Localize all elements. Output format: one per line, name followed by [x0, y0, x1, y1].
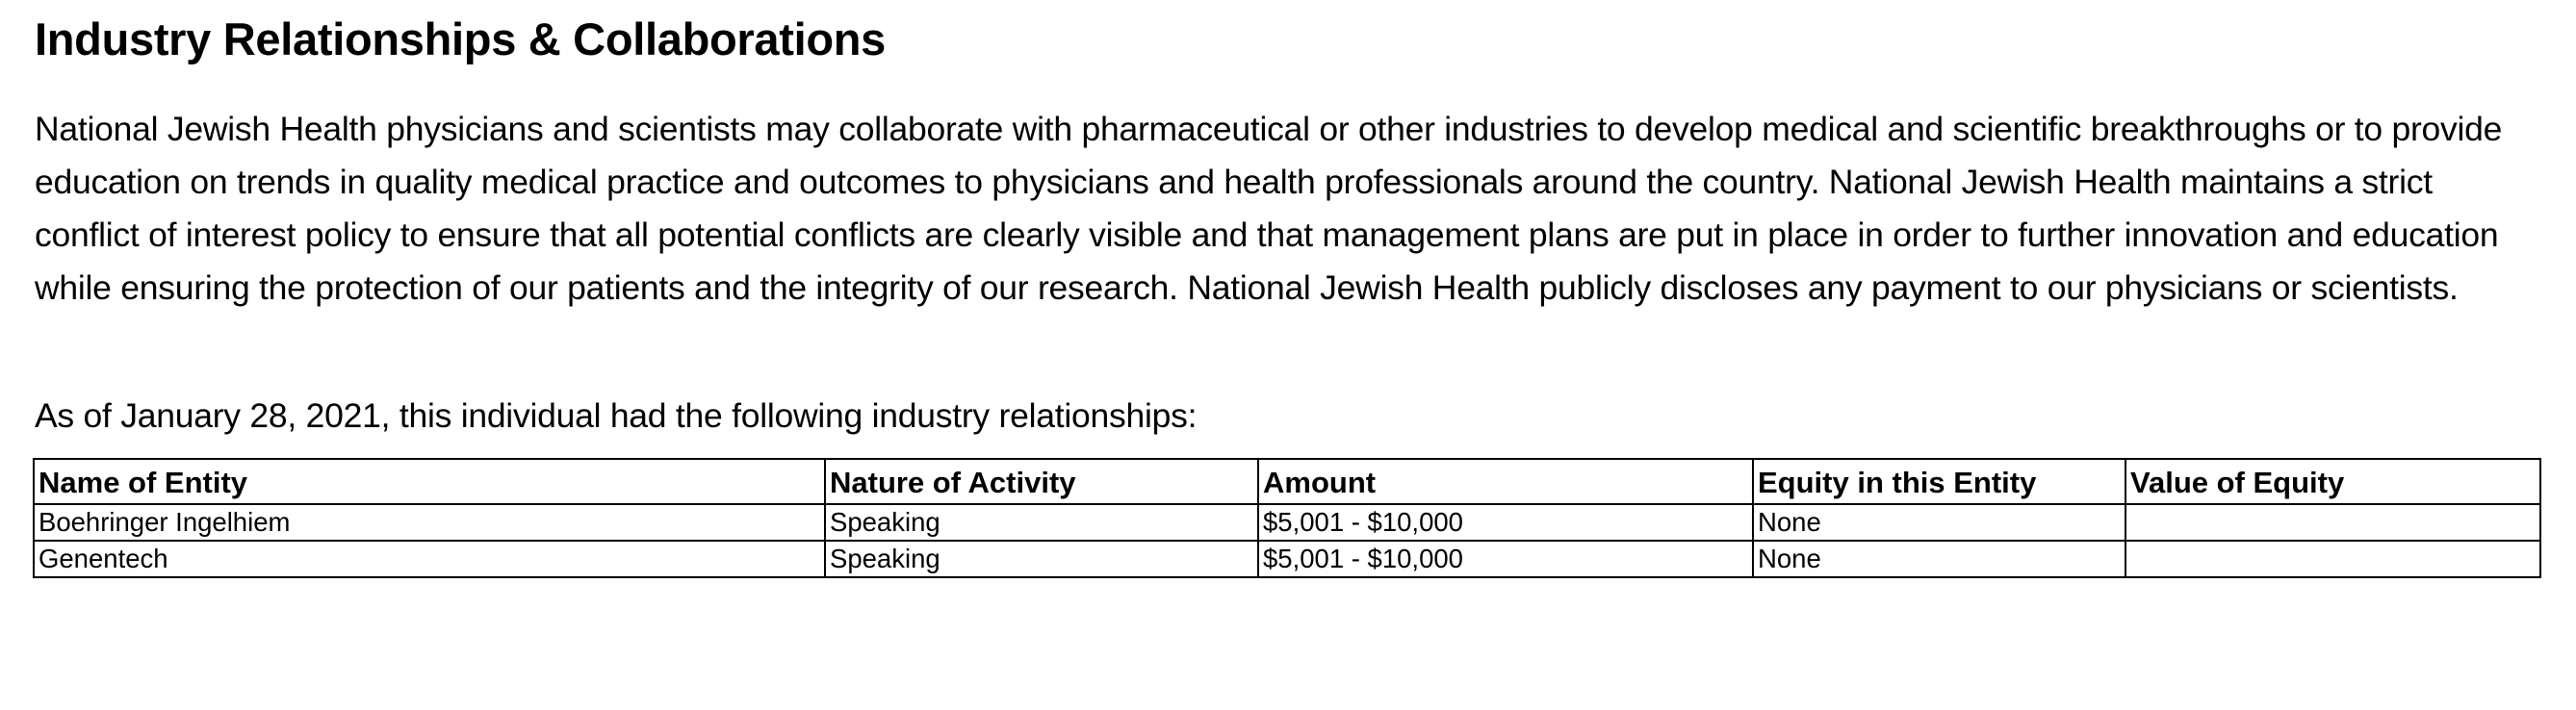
table-row [34, 541, 2540, 577]
cell-equity: None [1753, 504, 2125, 541]
as-of-statement: As of January 28, 2021, this individual had the following industry relationships: [35, 396, 1198, 435]
cell-equity: None [1753, 541, 2125, 577]
industry-relationships-table [33, 458, 2541, 578]
page-title: Industry Relationships & Collaborations [35, 13, 887, 64]
cell-activity: Speaking [825, 504, 1258, 541]
table-header-row [34, 459, 2540, 504]
cell-amount: $5,001 - $10,000 [1258, 504, 1753, 541]
header-equity-in-entity: Equity in this Entity [1753, 459, 2125, 504]
cell-amount: $5,001 - $10,000 [1258, 541, 1753, 577]
cell-equity-value [2125, 504, 2540, 541]
cell-entity: Genentech [34, 541, 825, 577]
intro-paragraph: National Jewish Health physicians and scientists may collaborate with pharmaceutical or other industries to develop medical and scientific breakthroughs or to provide education on trends in quality medical practice and outcomes to physicians and health professionals around the country. National Jewish Health maintains a strict conflict of interest policy to ensure that all potential conflicts are clearly visible and that management plans are put in place in order to further innovation and education while ensuring the protection of our patients and the integrity of our research. National Jewish Health publicly discloses any payment to our physicians or scientists. [35, 110, 2503, 307]
cell-activity: Speaking [825, 541, 1258, 577]
header-nature-of-activity: Nature of Activity [825, 459, 1258, 504]
header-name-of-entity: Name of Entity [34, 459, 825, 504]
cell-entity: Boehringer Ingelhiem [34, 504, 825, 541]
header-amount: Amount [1258, 459, 1753, 504]
cell-equity-value [2125, 541, 2540, 577]
header-value-of-equity: Value of Equity [2125, 459, 2540, 504]
table-row [34, 504, 2540, 541]
